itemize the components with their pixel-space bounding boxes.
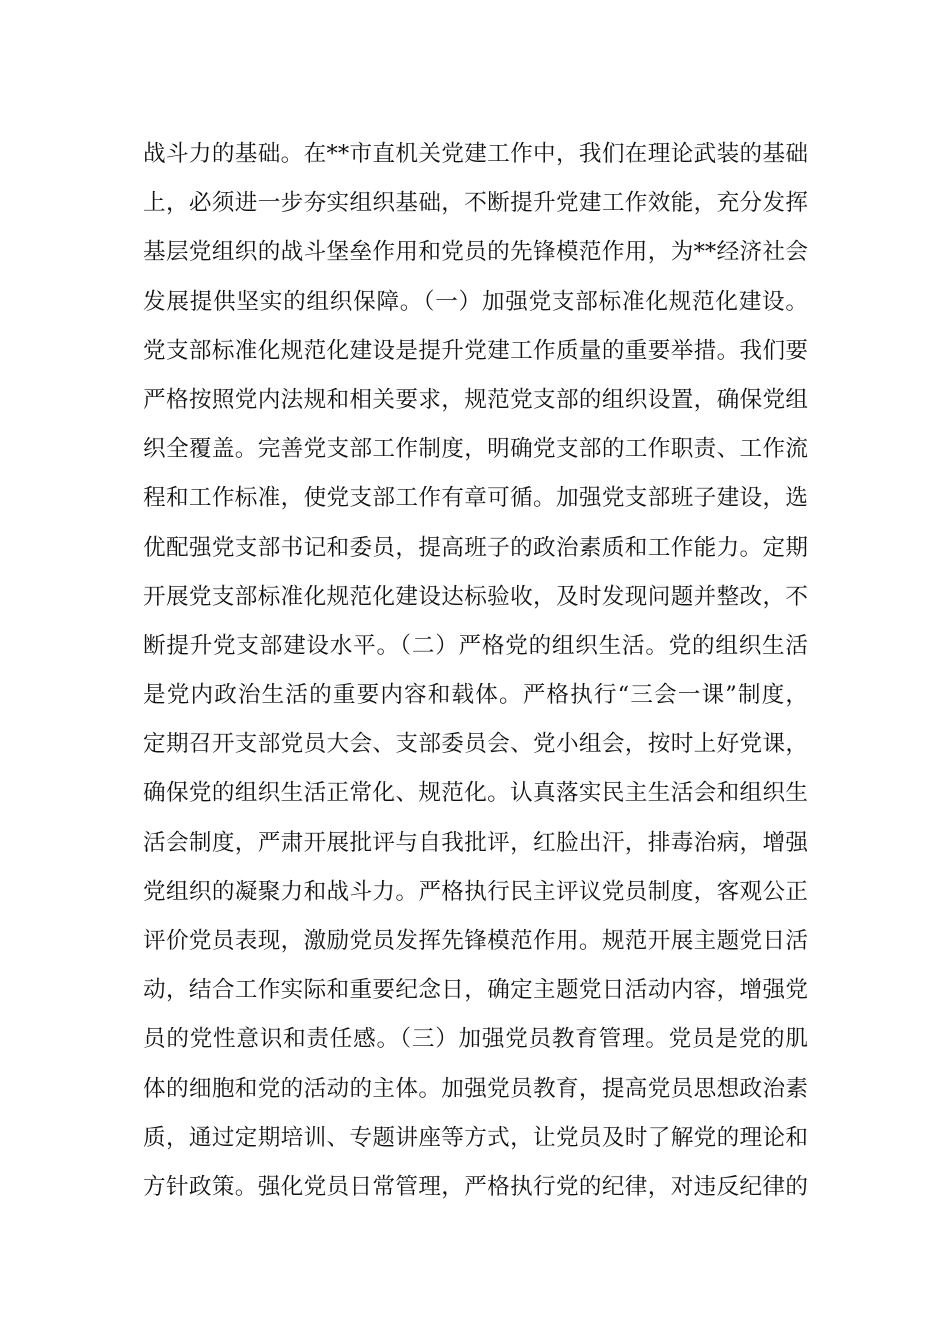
body-paragraph: [143, 130, 808, 1212]
text-line: 战斗力的基础。在**市直机关党建工作中，我们在理论武装的基础: [143, 141, 808, 167]
text-line: 上，必须进一步夯实组织基础，不断提升党建工作效能，充分发挥: [143, 190, 808, 217]
text-line: 体的细胞和党的活动的主体。加强党员教育，提高党员思想政治素: [143, 1075, 808, 1102]
text-line: 党支部标准化规范化建设是提升党建工作质量的重要举措。我们要: [143, 337, 808, 364]
text-line: 程和工作标准，使党支部工作有章可循。加强党支部班子建设，选: [143, 485, 808, 512]
text-line: 开展党支部标准化规范化建设达标验收，及时发现问题并整改，不: [143, 583, 808, 610]
text-line: 是党内政治生活的重要内容和载体。严格执行“三会一课”制度，: [143, 682, 808, 709]
text-line: 评价党员表现，激励党员发挥先锋模范作用。规范开展主题党日活: [143, 928, 808, 954]
text-line: 方针政策。强化党员日常管理，严格执行党的纪律，对违反纪律的: [143, 1173, 808, 1200]
text-line: 严格按照党内法规和相关要求，规范党支部的组织设置，确保党组: [143, 386, 808, 413]
text-line: 织全覆盖。完善党支部工作制度，明确党支部的工作职责、工作流: [143, 436, 808, 463]
text-line: 动，结合工作实际和重要纪念日，确定主题党日活动内容，增强党: [143, 977, 808, 1004]
text-line: 活会制度，严肃开展批评与自我批评，红脸出汗，排毒治病，增强: [143, 829, 808, 856]
text-line: 发展提供坚实的组织保障。（一）加强党支部标准化规范化建设。: [143, 288, 808, 315]
text-line: 员的党性意识和责任感。（三）加强党员教育管理。党员是党的肌: [143, 1026, 808, 1053]
text-line: 基层党组织的战斗堡垒作用和党员的先锋模范作用，为**经济社会: [143, 239, 808, 266]
text-line: 断提升党支部建设水平。（二）严格党的组织生活。党的组织生活: [143, 632, 808, 659]
text-line: 党组织的凝聚力和战斗力。严格执行民主评议党员制度，客观公正: [143, 878, 808, 905]
text-line: 质，通过定期培训、专题讲座等方式，让党员及时了解党的理论和: [143, 1124, 808, 1151]
text-line: 确保党的组织生活正常化、规范化。认真落实民主生活会和组织生: [143, 780, 808, 807]
text-line: 定期召开支部党员大会、支部委员会、党小组会，按时上好党课，: [143, 731, 808, 758]
text-line: 优配强党支部书记和委员，提高班子的政治素质和工作能力。定期: [143, 534, 808, 561]
